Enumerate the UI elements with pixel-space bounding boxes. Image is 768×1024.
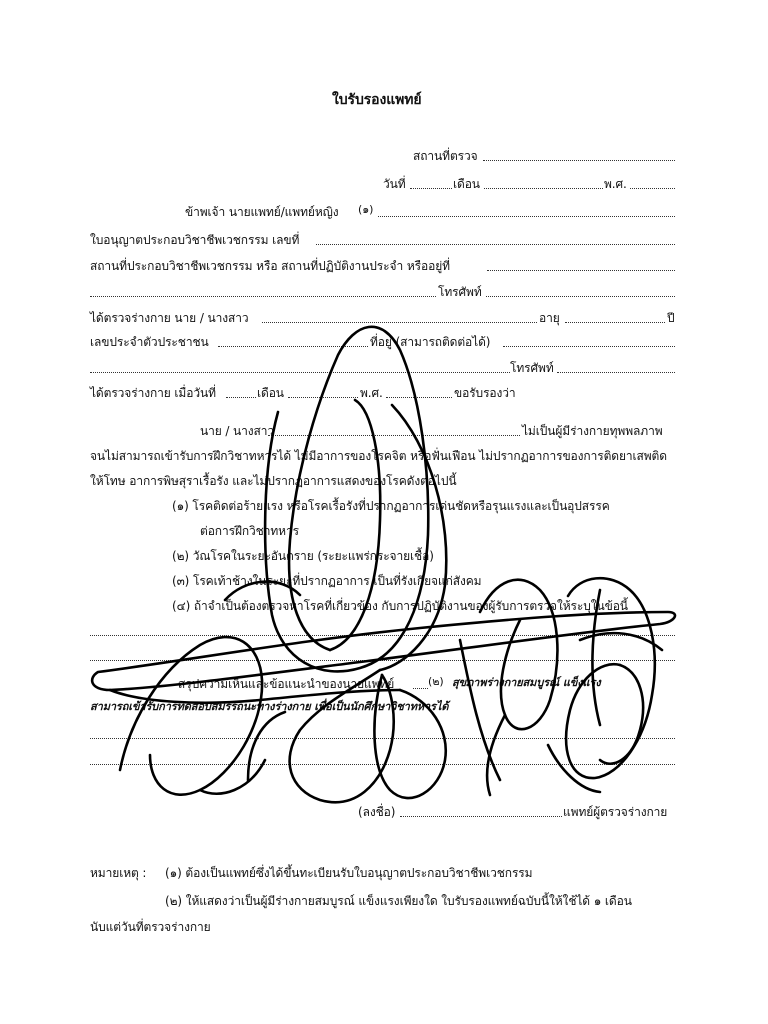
remark-1: (๑) ต้องเป็นแพทย์ซึ่งได้ขึ้นทะเบียนรับใบอนุญาตประกอบวิชาชีพเวชกรรม <box>165 866 533 880</box>
body-line3: ให้โทษ อาการพิษสุราเรื้อรัง และไม่ปรากฏอาการแสดงของโรคดังต่อไปนี้ <box>90 474 457 488</box>
exam-day-field[interactable] <box>226 397 256 398</box>
patient-name-field[interactable] <box>262 322 537 323</box>
summary-handwritten-2: สามารถเข้ารับการทดสอบสมรรถนะทางร่างกาย เพื่อเป็นนักศึกษาวิชาทหารได้ <box>90 700 449 713</box>
license-field[interactable] <box>316 244 675 245</box>
signature-field[interactable] <box>400 816 562 817</box>
patient-name-label: ได้ตรวจร่างกาย นาย / นางสาว <box>90 311 249 325</box>
condition-4-field-2[interactable] <box>90 660 675 661</box>
signature-label: (ลงชื่อ) <box>358 805 396 819</box>
condition-1: (๑) โรคติดต่อร้ายแรง หรือโรคเรื้อรังที่ปรากฏอาการเด่นชัดหรือรุนแรงและเป็นอุปสรรค <box>172 499 610 513</box>
patient-phone-label: โทรศัพท์ <box>510 361 554 375</box>
exam-month-field[interactable] <box>288 397 358 398</box>
address-label: ที่อยู่ (สามารถติดต่อได้) <box>370 335 491 349</box>
address-field[interactable] <box>503 346 675 347</box>
exam-place-label: สถานที่ตรวจ <box>413 149 478 163</box>
address-field-2[interactable] <box>90 372 510 373</box>
workplace-field-2[interactable] <box>90 296 436 297</box>
exam-date-label: ได้ตรวจร่างกาย เมื่อวันที่ <box>90 386 216 400</box>
id-number-label: เลขประจำตัวประชาชน <box>90 335 209 349</box>
years-label: ปี <box>667 311 675 325</box>
summary-field-4[interactable] <box>90 764 675 765</box>
condition-4: (๔) ถ้าจำเป็นต้องตรวจหาโรคที่เกี่ยวข้อง กับการปฏิบัติงานของผู้รับการตรวจให้ระบุในข้อนี้ <box>172 599 628 613</box>
year-field[interactable] <box>630 188 675 189</box>
condition-2: (๒) วัณโรคในระยะอันตราย (ระยะแพร่กระจายเชื้อ) <box>172 549 434 563</box>
body-name-field[interactable] <box>268 435 520 436</box>
doctor-name-label: ข้าพเจ้า นายแพทย์/แพทย์หญิง <box>185 205 339 219</box>
age-field[interactable] <box>565 322 665 323</box>
id-number-field[interactable] <box>218 346 368 347</box>
license-label: ใบอนุญาตประกอบวิชาชีพเวชกรรม เลขที่ <box>90 233 300 247</box>
summary-handwritten-1: สุขภาพร่างกายสมบูรณ์ แข็งแรง <box>452 676 601 689</box>
note-ref-1: (๑) <box>358 203 374 216</box>
body-line1-end: ไม่เป็นผู้มีร่างกายทุพพลภาพ <box>522 424 663 438</box>
body-name-label: นาย / นางสาว <box>200 424 275 438</box>
year-label: พ.ศ. <box>604 177 627 191</box>
remark-2-cont: นับแต่วันที่ตรวจร่างกาย <box>90 920 211 934</box>
exam-place-field[interactable] <box>483 160 675 161</box>
condition-3: (๓) โรคเท้าช้างในระยะที่ปรากฏอาการ เป็นที่รังเกียจแก่สังคม <box>172 574 482 588</box>
month-label: เดือน <box>453 177 480 191</box>
condition-4-field-1[interactable] <box>90 635 675 636</box>
workplace-field[interactable] <box>487 270 675 271</box>
patient-phone-field[interactable] <box>557 372 675 373</box>
signature-role: แพทย์ผู้ตรวจร่างกาย <box>563 805 668 819</box>
exam-month-label: เดือน <box>257 386 284 400</box>
note-ref-2: (๒) <box>428 675 444 688</box>
summary-label: สรุปความเห็นและข้อแนะนำของนายแพทย์ <box>178 677 395 691</box>
condition-1-cont: ต่อการฝึกวิชาทหาร <box>200 524 299 538</box>
age-label: อายุ <box>539 311 560 325</box>
remark-2: (๒) ให้แสดงว่าเป็นผู้มีร่างกายสมบูรณ์ แข็งแรงเพียงใด ใบรับรองแพทย์ฉบับนี้ให้ใช้ได้ ๑ เดือน <box>165 894 632 908</box>
summary-field-lead[interactable] <box>413 688 428 689</box>
exam-year-label: พ.ศ. <box>360 386 383 400</box>
workplace-label: สถานที่ประกอบวิชาชีพเวชกรรม หรือ สถานที่ปฏิบัติงานประจำ หรืออยู่ที่ <box>90 259 450 273</box>
certify-label: ขอรับรองว่า <box>454 386 516 400</box>
month-field[interactable] <box>484 188 603 189</box>
doctor-name-field[interactable] <box>378 216 675 217</box>
page-title: ใบรับรองแพทย์ <box>332 92 422 108</box>
date-label: วันที่ <box>383 177 406 191</box>
doctor-phone-label: โทรศัพท์ <box>438 285 482 299</box>
exam-year-field[interactable] <box>386 397 452 398</box>
remarks-label: หมายเหตุ : <box>90 866 147 880</box>
doctor-phone-field[interactable] <box>486 296 675 297</box>
date-field[interactable] <box>410 188 452 189</box>
summary-field-3[interactable] <box>90 738 675 739</box>
body-line2: จนไม่สามารถเข้ารับการฝึกวิชาทหารได้ ไม่มีอาการของโรคจิต หรือฟั่นเฟือน ไม่ปรากฏอาการของการติดยาเสพติด <box>90 449 667 463</box>
